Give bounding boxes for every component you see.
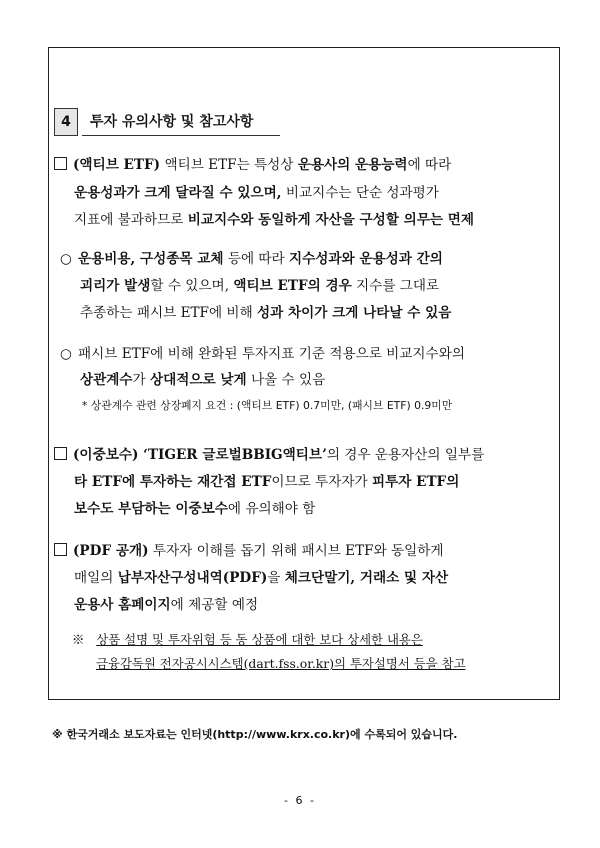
item-1-line-2: 운용성과가 크게 달라질 수 있으며, 비교지수는 단순 성과평가 [74, 185, 439, 201]
reference-note-line-2: 금융감독원 전자공시시스템(dart.fss.or.kr)의 투자설명서 등을 참고 [96, 656, 466, 671]
page-number: - 6 - [284, 794, 316, 807]
checkbox-square-icon [54, 543, 67, 556]
item-2-line-1: ○ 운용비용, 구성종목 교체 등에 따라 지수성과와 운용성과 간의 [60, 251, 443, 267]
item-3-line-1: ○ 패시브 ETF에 비해 완화된 투자지표 기준 적용으로 비교지수와의 [60, 346, 465, 362]
item-1-line-3: 지표에 불과하므로 비교지수와 동일하게 자산을 구성할 의무는 면제 [74, 212, 474, 228]
item-1-line-1: (액티브 ETF) 액티브 ETF는 특성상 운용사의 운용능력에 따라 [54, 156, 451, 174]
item-5-line-1: (PDF 공개) 투자자 이해를 돕기 위해 패시브 ETF와 동일하게 [54, 542, 444, 560]
press-release-footnote: ※ 한국거래소 보도자료는 인터넷(http://www.krx.co.kr)에 수록되어 있습니다. [52, 728, 458, 741]
item-3-line-2: 상관계수가 상대적으로 낮게 나올 수 있음 [80, 372, 326, 388]
item-4-line-3: 보수도 부담하는 이중보수에 유의해야 함 [74, 501, 316, 517]
item-4-line-1: (이중보수) ‘TIGER 글로벌BBIG액티브’의 경우 운용자산의 일부를 [54, 446, 484, 464]
reference-mark: ※ [72, 632, 85, 647]
section-title: 투자 유의사항 및 참고사항 [82, 108, 280, 136]
circle-bullet-icon: ○ [60, 251, 72, 267]
item-2-line-2: 괴리가 발생할 수 있으며, 액티브 ETF의 경우 지수를 그대로 [80, 278, 440, 294]
item-2-line-3: 추종하는 패시브 ETF에 비해 성과 차이가 크게 나타날 수 있음 [80, 305, 452, 321]
item-3-note: * 상관계수 관련 상장폐지 요건 : (액티브 ETF) 0.7미만, (패시브 ETF) 0.9미만 [82, 399, 453, 412]
item-5-line-3: 운용사 홈페이지에 제공할 예정 [74, 597, 259, 613]
section-number: 4 [54, 108, 78, 136]
item-5-line-2: 매일의 납부자산구성내역(PDF)을 체크단말기, 거래소 및 자산 [74, 570, 449, 586]
section-header [54, 108, 280, 136]
checkbox-square-icon [54, 447, 67, 460]
checkbox-square-icon [54, 157, 67, 170]
item-4-line-2: 타 ETF에 투자하는 재간접 ETF이므로 투자자가 피투자 ETF의 [74, 474, 460, 490]
circle-bullet-icon: ○ [60, 346, 72, 362]
reference-note-line-1: ※ 상품 설명 및 투자위험 등 동 상품에 대한 보다 상세한 내용은 [72, 632, 423, 647]
